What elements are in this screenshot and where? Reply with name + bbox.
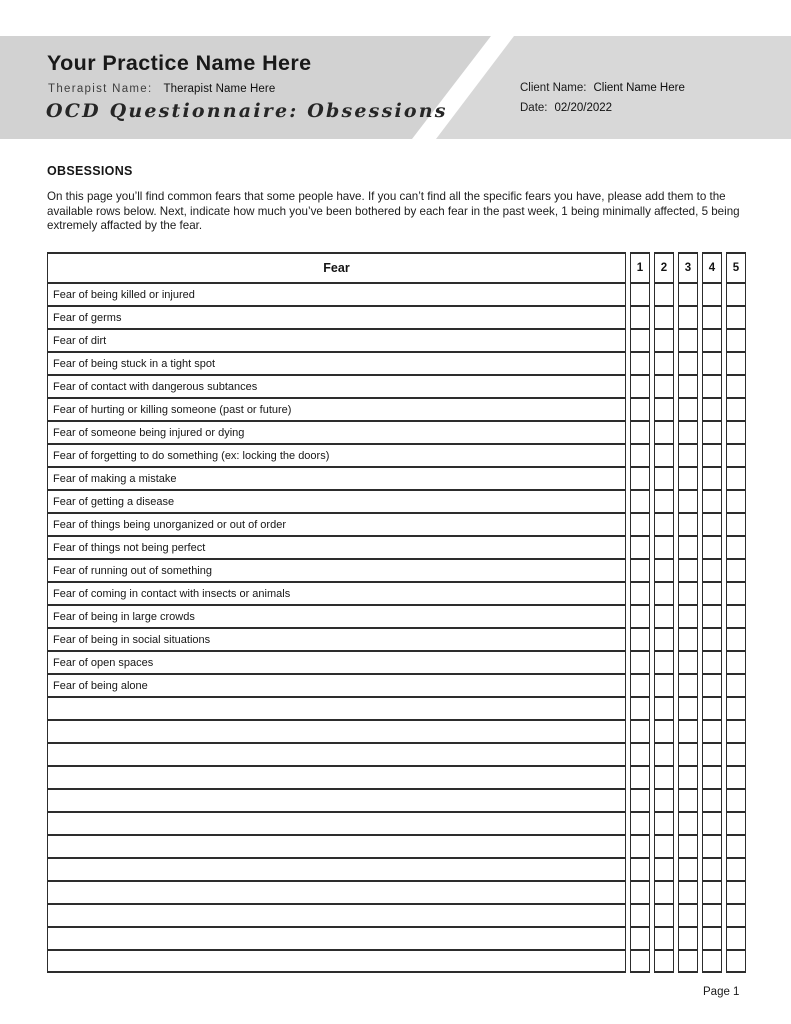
rating-cell	[726, 582, 746, 605]
fear-cell	[47, 835, 626, 858]
rating-cell	[726, 329, 746, 352]
fear-row	[47, 352, 746, 375]
rating-cell	[630, 651, 650, 674]
fear-cell	[47, 812, 626, 835]
table-header-row	[47, 252, 746, 283]
rating-cell	[678, 927, 698, 950]
rating-cell	[726, 444, 746, 467]
rating-cell	[702, 559, 722, 582]
fear-row	[47, 628, 746, 651]
rating-column-header: 3	[678, 252, 698, 283]
rating-cell	[630, 375, 650, 398]
fear-cell: Fear of germs	[47, 306, 626, 329]
fear-cell: Fear of things not being perfect	[47, 536, 626, 559]
rating-cell	[630, 628, 650, 651]
rating-cell	[678, 950, 698, 973]
fear-cell: Fear of being stuck in a tight spot	[47, 352, 626, 375]
fear-cell	[47, 789, 626, 812]
rating-cell	[654, 812, 674, 835]
rating-cell	[678, 697, 698, 720]
section-heading: OBSESSIONS	[47, 164, 133, 178]
rating-cell	[726, 904, 746, 927]
rating-cell	[702, 306, 722, 329]
rating-cell	[678, 582, 698, 605]
rating-cell	[726, 490, 746, 513]
rating-cell	[654, 444, 674, 467]
client-label: Client Name:	[520, 82, 587, 94]
rating-cell	[630, 835, 650, 858]
rating-cell	[678, 444, 698, 467]
fear-cell: Fear of someone being injured or dying	[47, 421, 626, 444]
client-value: Client Name Here	[593, 82, 685, 94]
fear-cell	[47, 858, 626, 881]
rating-cell	[726, 398, 746, 421]
rating-cell	[678, 283, 698, 306]
fear-row	[47, 559, 746, 582]
rating-cell	[678, 467, 698, 490]
fear-row	[47, 513, 746, 536]
rating-cell	[702, 950, 722, 973]
rating-cell	[654, 904, 674, 927]
rating-cell	[726, 605, 746, 628]
rating-cell	[630, 766, 650, 789]
rating-cell	[630, 697, 650, 720]
rating-cell	[630, 743, 650, 766]
rating-cell	[702, 329, 722, 352]
rating-cell	[726, 306, 746, 329]
rating-cell	[654, 697, 674, 720]
rating-cell	[702, 766, 722, 789]
rating-cell	[654, 421, 674, 444]
fear-cell: Fear of hurting or killing someone (past or future)	[47, 398, 626, 421]
rating-cell	[702, 697, 722, 720]
rating-cell	[702, 812, 722, 835]
empty-fear-row	[47, 697, 746, 720]
rating-cell	[654, 490, 674, 513]
rating-cell	[678, 306, 698, 329]
fear-row	[47, 605, 746, 628]
fear-cell: Fear of running out of something	[47, 559, 626, 582]
rating-cell	[726, 743, 746, 766]
rating-cell	[654, 605, 674, 628]
rating-cell	[630, 950, 650, 973]
rating-cell	[726, 467, 746, 490]
rating-cell	[702, 352, 722, 375]
rating-cell	[654, 467, 674, 490]
rating-column-header: 2	[654, 252, 674, 283]
rating-cell	[654, 950, 674, 973]
fear-row	[47, 490, 746, 513]
date-value: 02/20/2022	[554, 102, 613, 114]
rating-cell	[678, 674, 698, 697]
rating-cell	[678, 605, 698, 628]
rating-cell	[702, 283, 722, 306]
rating-cell	[702, 375, 722, 398]
empty-fear-row	[47, 789, 746, 812]
rating-cell	[678, 858, 698, 881]
rating-cell	[678, 536, 698, 559]
empty-fear-row	[47, 904, 746, 927]
rating-cell	[702, 789, 722, 812]
fear-cell	[47, 766, 626, 789]
fear-row	[47, 651, 746, 674]
rating-cell	[726, 835, 746, 858]
rating-cell	[630, 306, 650, 329]
empty-fear-row	[47, 812, 746, 835]
rating-cell	[654, 306, 674, 329]
rating-cell	[702, 628, 722, 651]
rating-cell	[630, 421, 650, 444]
rating-cell	[678, 628, 698, 651]
rating-cell	[678, 559, 698, 582]
rating-cell	[726, 421, 746, 444]
rating-cell	[702, 881, 722, 904]
therapist-label: Therapist Name:	[48, 83, 153, 95]
rating-cell	[630, 536, 650, 559]
rating-cell	[702, 858, 722, 881]
fear-cell	[47, 881, 626, 904]
fear-cell: Fear of being in large crowds	[47, 605, 626, 628]
rating-cell	[630, 467, 650, 490]
empty-fear-row	[47, 766, 746, 789]
fear-cell: Fear of things being unorganized or out of order	[47, 513, 626, 536]
rating-cell	[726, 789, 746, 812]
rating-cell	[654, 398, 674, 421]
fear-cell	[47, 720, 626, 743]
fear-cell: Fear of making a mistake	[47, 467, 626, 490]
rating-cell	[654, 881, 674, 904]
fear-row	[47, 421, 746, 444]
instructions-paragraph: On this page you’ll find common fears that some people have. If you can’t find all the specific fears you have, please add them to the available rows below. Next, indicate how much you’ve been bothered by each fear in the past week, 1 being minimally affected, 5 being extremely affacted by the fear.	[47, 190, 740, 233]
fear-cell: Fear of dirt	[47, 329, 626, 352]
empty-fear-row	[47, 835, 746, 858]
fear-row	[47, 329, 746, 352]
rating-cell	[678, 766, 698, 789]
rating-cell	[726, 651, 746, 674]
fear-row	[47, 375, 746, 398]
rating-cell	[654, 352, 674, 375]
rating-cell	[654, 674, 674, 697]
rating-cell	[702, 651, 722, 674]
rating-cell	[678, 789, 698, 812]
rating-cell	[630, 352, 650, 375]
rating-cell	[678, 651, 698, 674]
rating-cell	[654, 835, 674, 858]
rating-cell	[702, 582, 722, 605]
rating-cell	[630, 559, 650, 582]
rating-cell	[702, 743, 722, 766]
fear-cell	[47, 743, 626, 766]
rating-cell	[702, 835, 722, 858]
rating-cell	[678, 812, 698, 835]
fear-row	[47, 398, 746, 421]
fear-cell: Fear of being killed or injured	[47, 283, 626, 306]
rating-cell	[726, 927, 746, 950]
rating-column-header: 4	[702, 252, 722, 283]
rating-cell	[630, 283, 650, 306]
rating-cell	[726, 536, 746, 559]
rating-cell	[726, 559, 746, 582]
table-body	[47, 283, 746, 973]
rating-cell	[630, 582, 650, 605]
rating-cell	[702, 720, 722, 743]
rating-cell	[702, 421, 722, 444]
rating-cell	[726, 375, 746, 398]
rating-cell	[630, 490, 650, 513]
rating-cell	[678, 904, 698, 927]
therapist-line	[48, 83, 275, 95]
rating-cell	[654, 559, 674, 582]
rating-cell	[654, 766, 674, 789]
rating-cell	[654, 628, 674, 651]
rating-cell	[726, 720, 746, 743]
rating-cell	[654, 375, 674, 398]
fear-cell: Fear of being alone	[47, 674, 626, 697]
empty-fear-row	[47, 950, 746, 973]
rating-cell	[678, 743, 698, 766]
fear-cell: Fear of forgetting to do something (ex: locking the doors)	[47, 444, 626, 467]
fear-cell: Fear of being in social situations	[47, 628, 626, 651]
rating-cell	[654, 789, 674, 812]
rating-cell	[630, 605, 650, 628]
rating-cell	[702, 513, 722, 536]
rating-cell	[702, 674, 722, 697]
rating-cell	[678, 329, 698, 352]
fear-rating-table	[43, 252, 750, 973]
rating-cell	[702, 904, 722, 927]
rating-cell	[630, 444, 650, 467]
rating-cell	[630, 720, 650, 743]
fear-cell	[47, 950, 626, 973]
page-number: Page 1	[703, 986, 740, 998]
rating-cell	[678, 421, 698, 444]
rating-cell	[726, 697, 746, 720]
rating-cell	[630, 674, 650, 697]
rating-cell	[678, 398, 698, 421]
rating-cell	[726, 881, 746, 904]
rating-cell	[726, 766, 746, 789]
rating-cell	[630, 812, 650, 835]
rating-cell	[678, 490, 698, 513]
date-label: Date:	[520, 102, 548, 114]
rating-cell	[678, 881, 698, 904]
practice-name: Your Practice Name Here	[47, 51, 312, 75]
rating-cell	[702, 605, 722, 628]
rating-cell	[726, 812, 746, 835]
rating-cell	[654, 858, 674, 881]
rating-cell	[654, 582, 674, 605]
form-title: OCD Questionnaire: Obsessions	[46, 100, 448, 122]
fear-row	[47, 467, 746, 490]
fear-row	[47, 283, 746, 306]
rating-column-header: 1	[630, 252, 650, 283]
rating-cell	[678, 835, 698, 858]
rating-cell	[702, 490, 722, 513]
fear-column-header: Fear	[47, 252, 626, 283]
empty-fear-row	[47, 720, 746, 743]
rating-cell	[630, 881, 650, 904]
fear-row	[47, 536, 746, 559]
rating-cell	[630, 329, 650, 352]
fear-cell	[47, 697, 626, 720]
rating-cell	[654, 651, 674, 674]
rating-cell	[726, 674, 746, 697]
rating-cell	[726, 950, 746, 973]
date-line	[520, 102, 612, 114]
fear-row	[47, 582, 746, 605]
rating-cell	[702, 536, 722, 559]
fear-cell	[47, 904, 626, 927]
empty-fear-row	[47, 927, 746, 950]
rating-cell	[726, 283, 746, 306]
rating-cell	[726, 628, 746, 651]
rating-cell	[702, 467, 722, 490]
rating-cell	[726, 858, 746, 881]
rating-cell	[630, 398, 650, 421]
rating-cell	[654, 743, 674, 766]
rating-column-header: 5	[726, 252, 746, 283]
fear-row	[47, 674, 746, 697]
rating-cell	[678, 375, 698, 398]
rating-cell	[678, 352, 698, 375]
rating-cell	[702, 927, 722, 950]
rating-cell	[630, 858, 650, 881]
rating-cell	[630, 927, 650, 950]
rating-cell	[654, 329, 674, 352]
rating-cell	[630, 513, 650, 536]
fear-cell	[47, 927, 626, 950]
fear-cell: Fear of coming in contact with insects or animals	[47, 582, 626, 605]
fear-cell: Fear of getting a disease	[47, 490, 626, 513]
rating-cell	[726, 513, 746, 536]
fear-row	[47, 306, 746, 329]
rating-cell	[678, 720, 698, 743]
empty-fear-row	[47, 858, 746, 881]
rating-cell	[630, 904, 650, 927]
empty-fear-row	[47, 743, 746, 766]
rating-cell	[654, 283, 674, 306]
rating-cell	[702, 444, 722, 467]
rating-cell	[630, 789, 650, 812]
rating-cell	[726, 352, 746, 375]
rating-cell	[654, 536, 674, 559]
client-line	[520, 82, 685, 94]
fear-cell: Fear of open spaces	[47, 651, 626, 674]
fear-cell: Fear of contact with dangerous subtances	[47, 375, 626, 398]
therapist-value: Therapist Name Here	[163, 83, 276, 95]
rating-cell	[678, 513, 698, 536]
rating-cell	[654, 927, 674, 950]
rating-cell	[654, 513, 674, 536]
rating-cell	[702, 398, 722, 421]
fear-row	[47, 444, 746, 467]
rating-cell	[654, 720, 674, 743]
empty-fear-row	[47, 881, 746, 904]
